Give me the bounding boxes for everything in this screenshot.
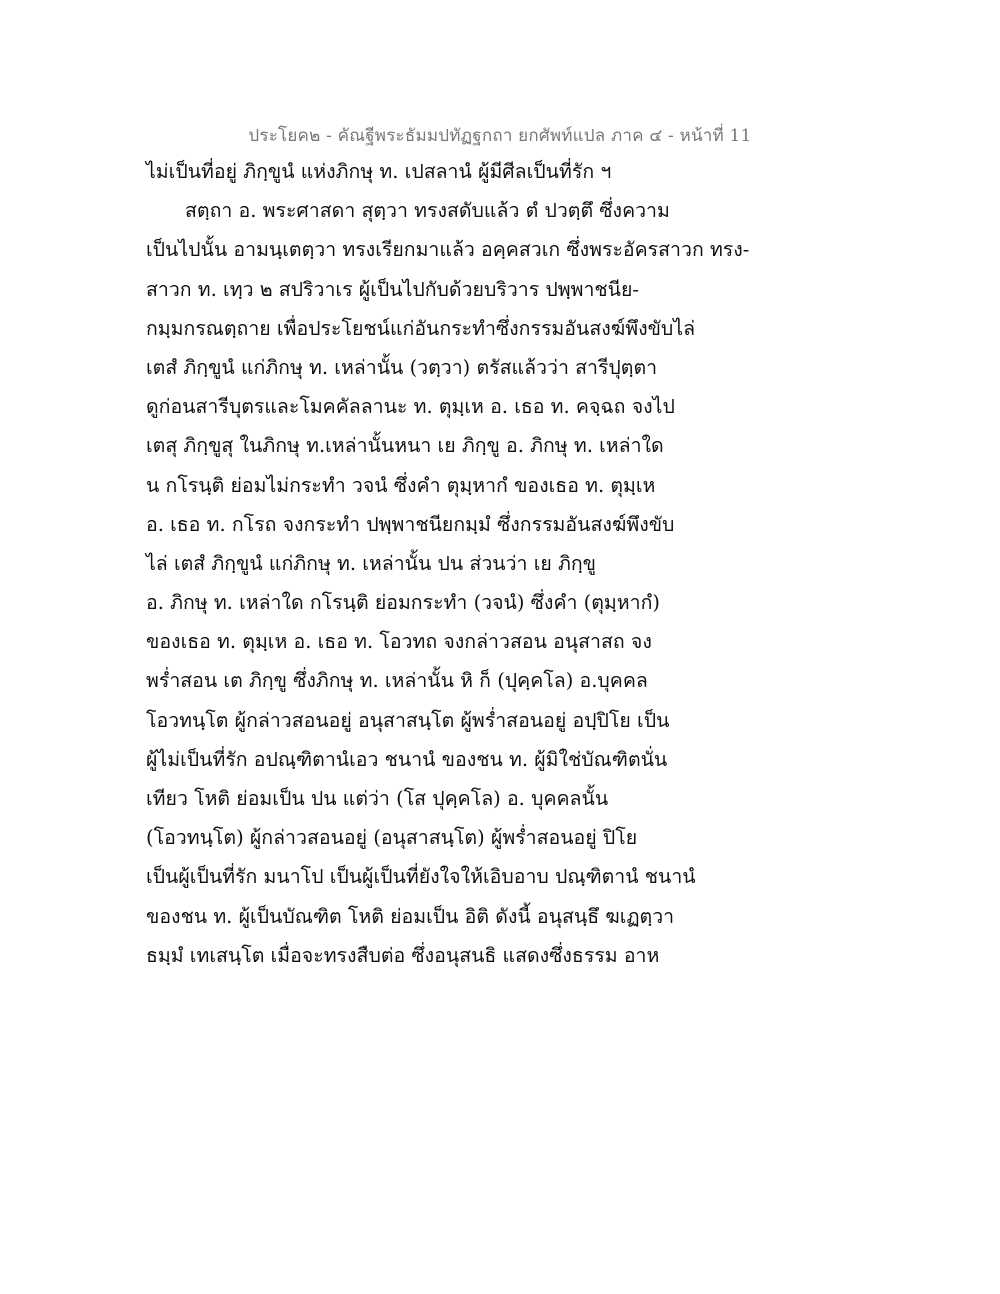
text-line-12: อ. ภิกษุ ท. เหล่าใด กโรนฺติ ย่อมกระทำ (วจนํ) ซึ่งคำ (ตุมฺหากํ): [146, 591, 660, 615]
text-line-7: ดูก่อนสารีบุตรและโมคคัลลานะ ท. ตุมฺเห อ. เธอ ท. คจฺฉถ จงไป: [146, 395, 675, 419]
text-line-20: ของชน ท. ผู้เป็นบัณฑิต โหติ ย่อมเป็น อิติ ดังนี้ อนุสนฺธึ ฆเฏตฺวา: [146, 904, 675, 928]
page-header: ประโยค๒ - คัณฐีพระธัมมปทัฏฐกถา ยกศัพท์แปล ภาค ๔ - หน้าที่ 11: [248, 126, 752, 146]
text-line-16: ผู้ไม่เป็นที่รัก อปณฺฑิตานํเอว ชนานํ ของชน ท. ผู้มิใช่บัณฑิตนั่น: [146, 747, 668, 771]
text-line-10: อ. เธอ ท. กโรถ จงกระทำ ปพฺพาชนียกมฺมํ ซึ่งกรรมอันสงฆ์พึงขับ: [146, 512, 675, 536]
text-line-9: น กโรนฺติ ย่อมไม่กระทำ วจนํ ซึ่งคำ ตุมฺหากํ ของเธอ ท. ตุมฺเห: [146, 473, 656, 497]
text-line-14: พร่ำสอน เต ภิกฺขู ซึ่งภิกษุ ท. เหล่านั้น หิ ก็ (ปุคฺคโล) อ.บุคคล: [146, 669, 648, 693]
text-line-21: ธมฺมํ เทเสนฺโต เมื่อจะทรงสืบต่อ ซึ่งอนุสนธิ แสดงซึ่งธรรม อาห: [146, 943, 660, 967]
text-line-18: (โอวทนฺโต) ผู้กล่าวสอนอยู่ (อนุสาสนฺโต) ผู้พร่ำสอนอยู่ ปิโย: [146, 826, 638, 850]
text-line-1: ไม่เป็นที่อยู่ ภิกฺขูนํ แห่งภิกษุ ท. เปสลานํ ผู้มีศีลเป็นที่รัก ฯ: [146, 160, 612, 183]
text-line-13: ของเธอ ท. ตุมฺเห อ. เธอ ท. โอวทถ จงกล่าวสอน อนุสาสถ จง: [146, 630, 652, 654]
text-line-19: เป็นผู้เป็นที่รัก มนาโป เป็นผู้เป็นที่ยังใจให้เอิบอาบ ปณฺฑิตานํ ชนานํ: [146, 865, 696, 889]
text-line-11: ไล่ เตสํ ภิกฺขูนํ แก่ภิกษุ ท. เหล่านั้น ปน ส่วนว่า เย ภิกฺขู: [146, 551, 596, 575]
text-line-6: เตสํ ภิกฺขูนํ แก่ภิกษุ ท. เหล่านั้น (วตฺวา) ตรัสแล้วว่า สารีปุตฺตา: [146, 355, 658, 379]
text-line-2: สตฺถา อ. พระศาสดา สุตฺวา ทรงสดับแล้ว ตํ ปวตฺตึ ซึ่งความ: [185, 199, 670, 223]
text-line-4: สาวก ท. เทฺว ๒ สปริวาเร ผู้เป็นไปกับด้วยบริวาร ปพฺพาชนีย-: [146, 277, 640, 301]
text-line-17: เทียว โหติ ย่อมเป็น ปน แต่ว่า (โส ปุคฺคโล) อ. บุคคลนั้น: [146, 787, 609, 810]
text-line-5: กมฺมกรณตฺถาย เพื่อประโยชน์แก่อันกระทำซึ่งกรรมอันสงฆ์พึงขับไล่: [146, 316, 696, 340]
text-line-3: เป็นไปนั้น อามนฺเตตฺวา ทรงเรียกมาแล้ว อคฺคสวเก ซึ่งพระอัครสาวก ทรง-: [146, 238, 750, 262]
text-line-15: โอวทนฺโต ผู้กล่าวสอนอยู่ อนุสาสนฺโต ผู้พร่ำสอนอยู่ อปฺปิโย เป็น: [146, 708, 670, 732]
body-text: [146, 152, 750, 975]
text-line-8: เตสุ ภิกฺขูสุ ในภิกษุ ท.เหล่านั้นหนา เย ภิกฺขู อ. ภิกษุ ท. เหล่าใด: [146, 434, 664, 458]
